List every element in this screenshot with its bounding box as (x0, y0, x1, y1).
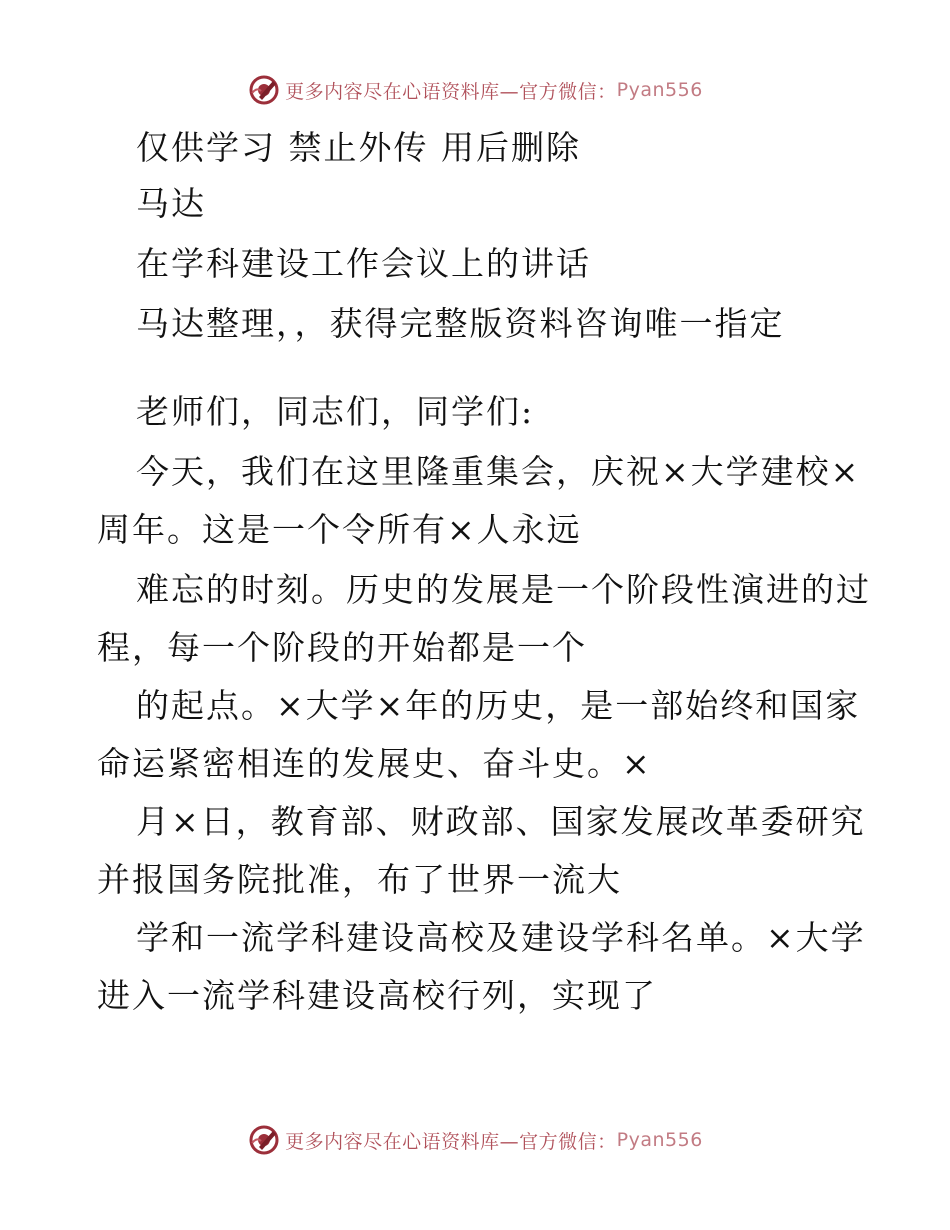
watermark-wechat-id: Pyan556 (616, 79, 703, 101)
doc-line: 周年。这是一个令所有×人永远 (97, 510, 582, 549)
doc-line: 学和一流学科建设高校及建设学科名单。×大学 (136, 918, 866, 957)
watermark-text: 更多内容尽在心语资料库—官方微信： (285, 1130, 617, 1153)
watermark-wechat-id: Pyan556 (616, 1129, 703, 1151)
doc-line: 马达 (136, 184, 206, 223)
doc-line: 进入一流学科建设高校行列，实现了 (97, 976, 657, 1015)
doc-line: 今天，我们在这里隆重集会，庆祝×大学建校× (136, 452, 861, 491)
footer-watermark (0, 1122, 950, 1158)
doc-line: 仅供学习 禁止外传 用后删除 (136, 128, 581, 167)
watermark-logo-icon (247, 73, 281, 107)
doc-line: 程，每一个阶段的开始都是一个 (97, 628, 587, 667)
doc-line: 难忘的时刻。历史的发展是一个阶段性演进的过 (136, 570, 871, 609)
doc-line: 在学科建设工作会议上的讲话 (136, 244, 591, 283)
doc-line: 老师们，同志们，同学们: (136, 392, 535, 431)
doc-line: 月×日，教育部、财政部、国家发展改革委研究 (136, 802, 866, 841)
watermark-text: 更多内容尽在心语资料库—官方微信： (285, 80, 617, 103)
doc-line: 命运紧密相连的发展史、奋斗史。× (97, 744, 652, 783)
watermark-logo-icon (247, 1123, 281, 1157)
doc-line: 马达整理，，获得完整版资料咨询唯一指定 (136, 304, 785, 343)
doc-line: 并报国务院批准，布了世界一流大 (97, 860, 622, 899)
doc-line: 的起点。×大学×年的历史，是一部始终和国家 (136, 686, 861, 725)
header-watermark (0, 72, 950, 108)
